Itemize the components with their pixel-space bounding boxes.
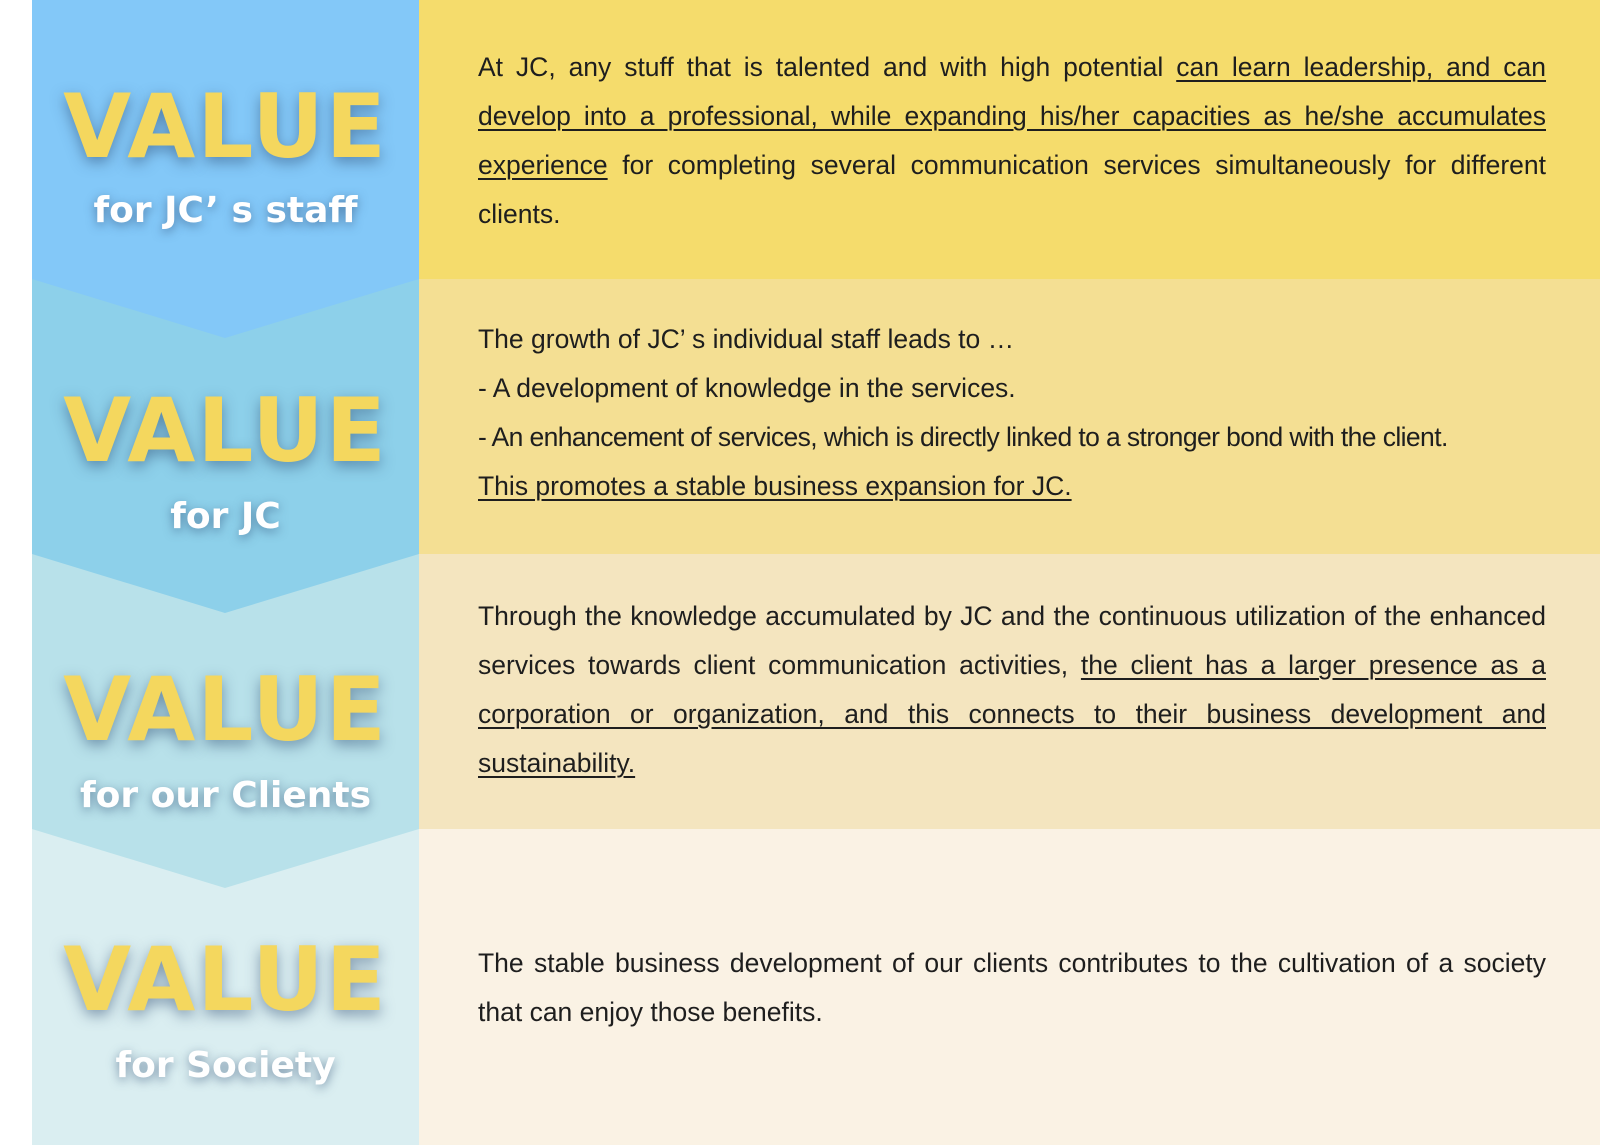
row-2-line-2: - A development of knowledge in the services.: [478, 373, 1016, 403]
value-heading: VALUE: [63, 379, 388, 482]
row-3-text-start: Through the knowledge accumulated by JC and the continuous utilization of the enhanced services towards client communication activities,: [478, 601, 1546, 680]
row-1-text-start: At JC, any stuff that is talented and with high potential: [478, 52, 1177, 82]
row-3-label: [32, 658, 419, 816]
row-2-description: [478, 315, 1546, 511]
row-2-line-4: This promotes a stable business expansion for JC.: [478, 471, 1072, 501]
value-heading: VALUE: [63, 928, 388, 1031]
for-our-clients-label: for our Clients: [79, 775, 372, 816]
row-2-label: [32, 379, 419, 537]
row-3-text-highlight: the client has a larger presence as a corporation or organization, and this connects to their business development and sustainability.: [478, 650, 1546, 778]
row-4-text: The stable business development of our clients contributes to the cultivation of a society that can enjoy those benefits.: [478, 948, 1546, 1027]
row-4-label: [32, 928, 419, 1086]
row-1-description: [478, 43, 1546, 239]
for-society-label: for Society: [115, 1045, 336, 1086]
row-3-description: [478, 592, 1546, 788]
row-2-line-1: The growth of JC’ s individual staff leads to …: [478, 324, 1015, 354]
for-jc-label: for JC: [170, 496, 281, 537]
row-2-line-3: - An enhancement of services, which is directly linked to a stronger bond with the client.: [478, 422, 1448, 452]
value-heading: VALUE: [63, 75, 388, 178]
row-1-text-highlight: can learn leadership, and can develop into a professional, while expanding his/her capacities as he/she accumulates experience: [478, 52, 1547, 180]
value-heading: VALUE: [63, 658, 388, 761]
row-1-label: [32, 75, 419, 231]
row-1-text-end: for completing several communication services simultaneously for different clients.: [478, 150, 1546, 229]
row-4-description: [478, 939, 1546, 1037]
for-jc-staff-label: for JC’ s staff: [93, 190, 358, 231]
